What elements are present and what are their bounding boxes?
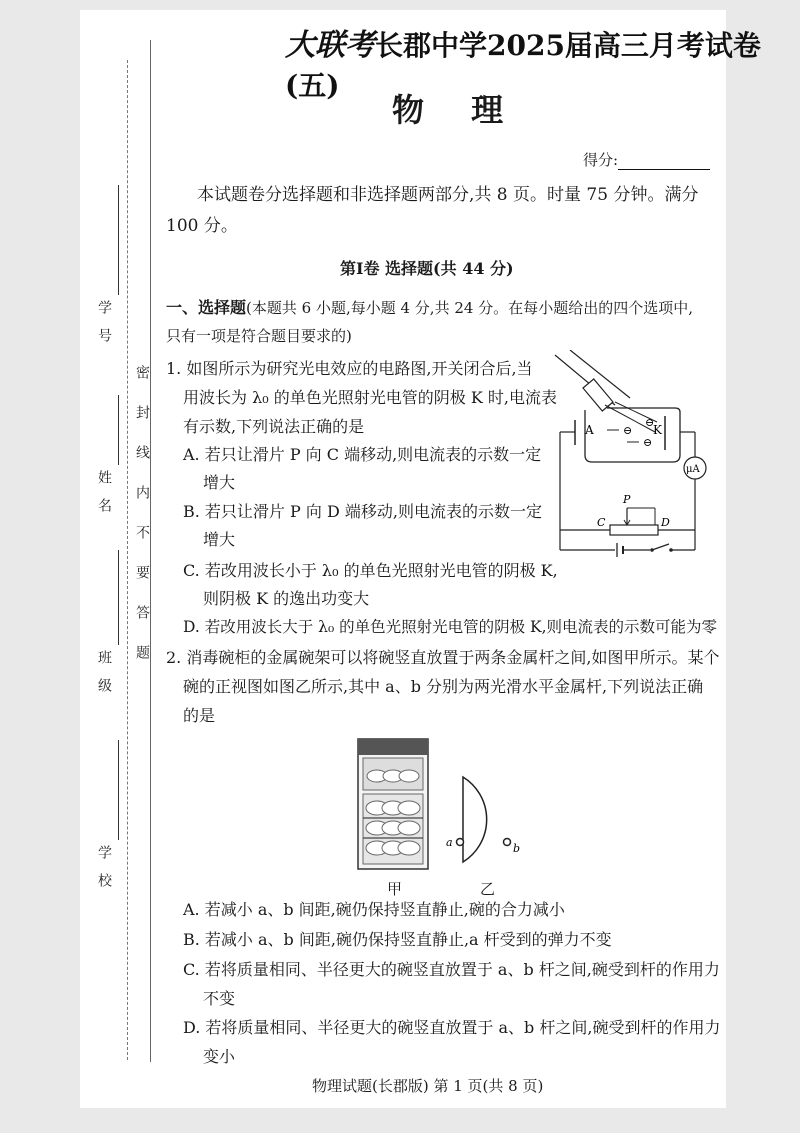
bowl [398, 841, 420, 855]
name-blank [118, 395, 119, 465]
score-field [583, 149, 710, 170]
figure-a-label: 甲 [387, 880, 403, 898]
student-id-blank [118, 185, 119, 295]
q2-option-a: A. 若减小 a、b 间距,碗仍保持竖直静止,碗的合力减小 [183, 900, 565, 919]
bowl-outline [463, 777, 487, 862]
intro-line-1: 本试题卷分选择题和非选择题两部分,共 8 页。时量 75 分钟。满分 [197, 185, 699, 205]
q2-option-c-2: 不变 [203, 989, 236, 1008]
q1-option-b-2: 增大 [203, 530, 236, 549]
rod-a [457, 839, 464, 846]
slider-label: P [623, 493, 631, 506]
q2-option-b: B. 若减小 a、b 间距,碗仍保持竖直静止,a 杆受到的弹力不变 [183, 930, 612, 949]
rod-b [504, 839, 511, 846]
q2-option-d-2: 变小 [203, 1047, 236, 1066]
part1-heading [166, 293, 693, 323]
name-label: 姓名 [96, 470, 112, 526]
bowl [398, 821, 420, 835]
microammeter-label: μA [686, 464, 700, 475]
q2-stem-1: 2. 消毒碗柜的金属碗架可以将碗竖直放置于两条金属杆之间,如图甲所示。某个 [166, 648, 720, 667]
anode-label: A [585, 423, 594, 437]
section-title: 第Ⅰ卷 选择题(共 44 分) [340, 259, 514, 278]
bowl [399, 770, 419, 782]
q1-option-c-2: 则阴极 K 的逸出功变大 [203, 589, 370, 608]
q2-stem-3: 的是 [183, 706, 216, 725]
tube-window [583, 379, 613, 411]
page-footer: 物理试题(长郡版) 第 1 页(共 8 页) [312, 1077, 544, 1095]
exam-title-text: 长郡中学2025届高三月考试卷(五) [285, 29, 761, 102]
student-id-label: 学号 [96, 300, 112, 356]
switch [652, 544, 669, 550]
q1-option-a-1: A. 若只让滑片 P 向 C 端移动,则电流表的示数一定 [183, 445, 542, 464]
brand-logo: 大联考 [285, 28, 375, 63]
end-c-label: C [597, 516, 606, 529]
q2-option-d-1: D. 若将质量相同、半径更大的碗竖直放置于 a、b 杆之间,碗受到杆的作用力 [183, 1018, 721, 1037]
q1-option-d: D. 若改用波长大于 λ₀ 的单色光照射光电管的阴极 K,则电流表的示数可能为零 [183, 618, 718, 636]
subject-title: 物 理 [392, 91, 522, 129]
q2-stem-2: 碗的正视图如图乙所示,其中 a、b 分别为两光滑水平金属杆,下列说法正确 [183, 677, 704, 696]
seal-text: 密封线内不要答题 [134, 365, 150, 685]
exam-title [285, 20, 800, 104]
electron-icon: ⊖ [623, 424, 633, 437]
part1-note-1: (本题共 6 小题,每小题 4 分,共 24 分。在每小题给出的四个选项中, [246, 299, 693, 317]
school-label: 学校 [96, 845, 112, 901]
q1-option-b-1: B. 若只让滑片 P 向 D 端移动,则电流表的示数一定 [183, 502, 542, 521]
q1-stem-3: 有示数,下列说法正确的是 [183, 417, 365, 436]
part1-note-2: 只有一项是符合题目要求的) [166, 327, 352, 345]
q1-stem-1: 1. 如图所示为研究光电效应的电路图,开关闭合后,当 [166, 359, 533, 378]
dish-cabinet-figure [357, 738, 429, 870]
q2-option-c-1: C. 若将质量相同、半径更大的碗竖直放置于 a、b 杆之间,碗受到杆的作用力 [183, 960, 720, 979]
end-d-label: D [661, 516, 670, 529]
figure-b-label: 乙 [480, 880, 496, 898]
rod-b-label: b [513, 842, 521, 855]
electron-icon: ⊖ [645, 416, 655, 429]
intro-line-2: 100 分。 [166, 216, 238, 236]
q1-option-c-1: C. 若改用波长小于 λ₀ 的单色光照射光电管的阴极 K, [183, 561, 558, 580]
bowl [398, 801, 420, 815]
q1-stem-2: 用波长为 λ₀ 的单色光照射光电管的阴极 K 时,电流表 [183, 388, 557, 407]
bowl-front-view [443, 772, 533, 882]
q1-option-a-2: 增大 [203, 473, 236, 492]
rheostat [610, 525, 658, 535]
photoelectric-circuit-diagram [545, 350, 715, 580]
part1-heading-text: 一、选择题 [166, 298, 247, 317]
score-label: 得分: [583, 151, 619, 169]
rod-a-label: a [446, 836, 453, 849]
electron-icon: ⊖ [643, 436, 653, 449]
seal-line [127, 60, 128, 1060]
school-blank [118, 740, 119, 840]
score-blank [618, 155, 710, 170]
class-label: 班级 [96, 650, 112, 706]
binding-line [150, 40, 151, 1062]
cabinet-top [358, 739, 428, 755]
class-blank [118, 550, 119, 645]
cathode-label: K [653, 423, 662, 437]
